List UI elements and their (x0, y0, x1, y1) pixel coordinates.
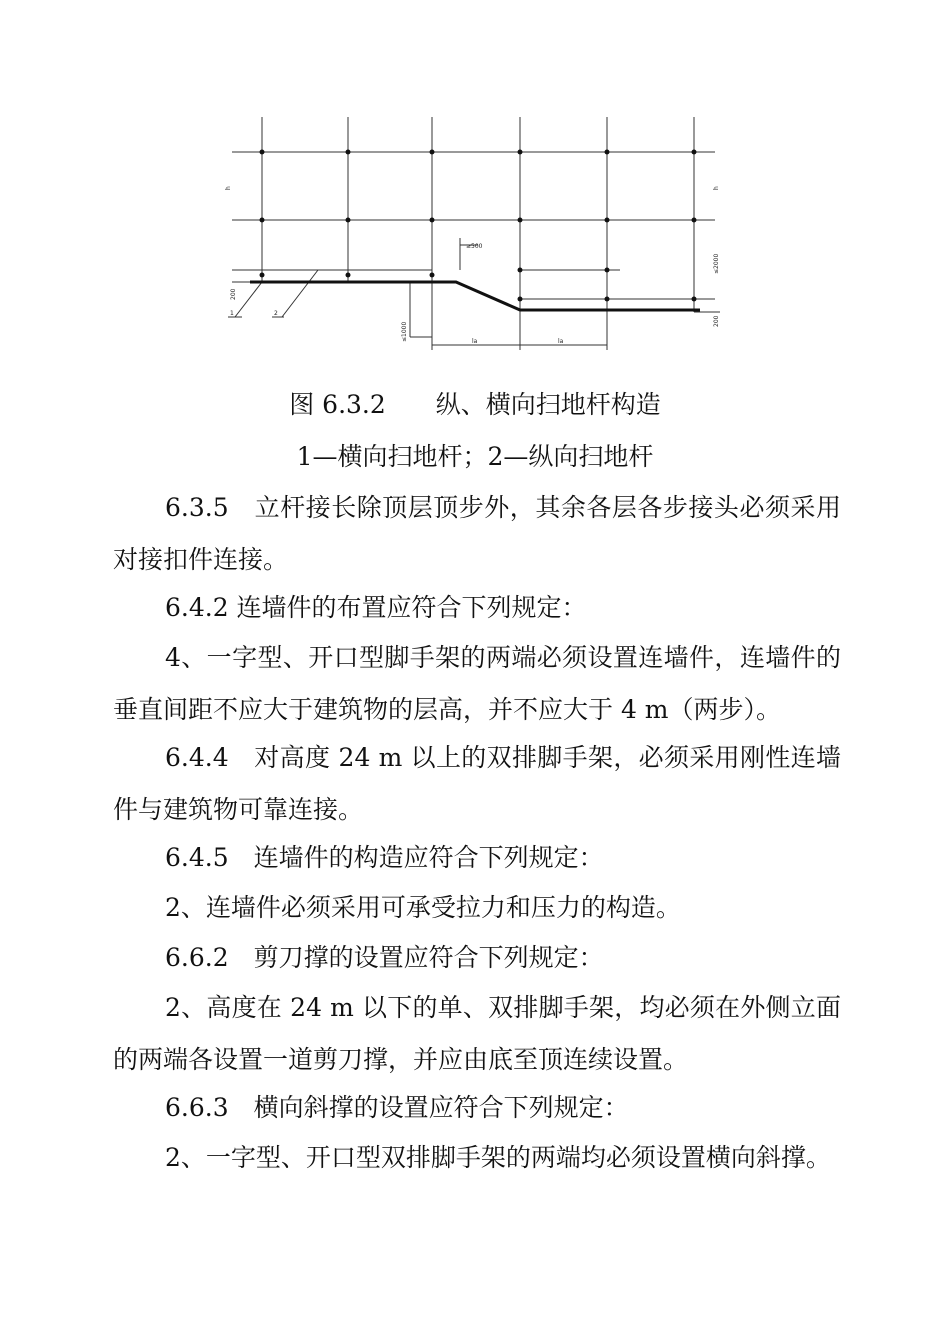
label-min-500: ≥500 (466, 243, 483, 250)
clause-6-4-5-item-2: 2、连墙件必须采用可承受拉力和压力的构造。 (165, 893, 681, 922)
sweeping-pole (250, 282, 700, 310)
joint (605, 218, 610, 223)
clause-6-4-2: 6.4.2 连墙件的布置应符合下列规定： (165, 593, 587, 622)
label-item-2: 2 (274, 310, 278, 317)
joint (430, 218, 435, 223)
joint (346, 150, 351, 155)
leader-2 (282, 270, 318, 317)
label-item-1: 1 (230, 310, 234, 317)
figure-legend: 1—横向扫地杆；2—纵向扫地杆 (296, 442, 654, 471)
joint (346, 273, 351, 278)
joints (260, 150, 697, 302)
joint (260, 273, 265, 278)
label-max-2000: ≤2000 (713, 253, 720, 274)
joint (430, 150, 435, 155)
joint (518, 218, 523, 223)
joint (260, 218, 265, 223)
clause-6-4-4: 6.4.4 对高度 24 m 以上的双排脚手架，必须采用刚性连墙件与建筑物可靠连接。 (113, 743, 841, 824)
joint (518, 150, 523, 155)
scaffold-figure (220, 112, 735, 360)
clause-6-3-5: 6.3.5 立杆接长除顶层顶步外，其余各层各步接头必须采用对接扣件连接。 (113, 493, 841, 574)
label-max-1000: ≤1000 (401, 321, 408, 342)
joint (346, 218, 351, 223)
clause-6-4-2-item-4: 4、一字型、开口型脚手架的两端必须设置连墙件，连墙件的垂直间距不应大于建筑物的层高，并不应大于 4 m（两步）。 (113, 643, 841, 724)
clause-6-4-5: 6.4.5 连墙件的构造应符合下列规定： (165, 843, 604, 872)
joint (518, 297, 523, 302)
joint (692, 218, 697, 223)
label-la-2: la (558, 338, 564, 345)
label-la-1: la (472, 338, 478, 345)
clause-6-6-3: 6.6.3 横向斜撑的设置应符合下列规定： (165, 1093, 629, 1122)
leader-1 (235, 282, 262, 317)
joint (605, 268, 610, 273)
joint (692, 150, 697, 155)
joint (605, 297, 610, 302)
joint (518, 268, 523, 273)
joint (692, 297, 697, 302)
clause-6-6-2-item-2: 2、高度在 24 m 以下的单、双排脚手架，均必须在外侧立面的两端各设置一道剪刀撑，并应由底至顶连续设置。 (113, 993, 841, 1074)
clause-6-6-2: 6.6.2 剪刀撑的设置应符合下列规定： (165, 943, 604, 972)
label-h-left: h (225, 186, 232, 190)
label-h-right: h (713, 186, 720, 190)
label-200-right: 200 (713, 315, 720, 327)
clause-6-6-3-item-2: 2、一字型、开口型双排脚手架的两端均必须设置横向斜撑。 (165, 1143, 831, 1172)
figure-caption: 图 6.3.2 纵、横向扫地杆构造 (289, 390, 661, 419)
label-200-left: 200 (230, 288, 237, 300)
scaffold-diagram (220, 112, 735, 360)
joint (430, 273, 435, 278)
joint (260, 150, 265, 155)
joint (605, 150, 610, 155)
